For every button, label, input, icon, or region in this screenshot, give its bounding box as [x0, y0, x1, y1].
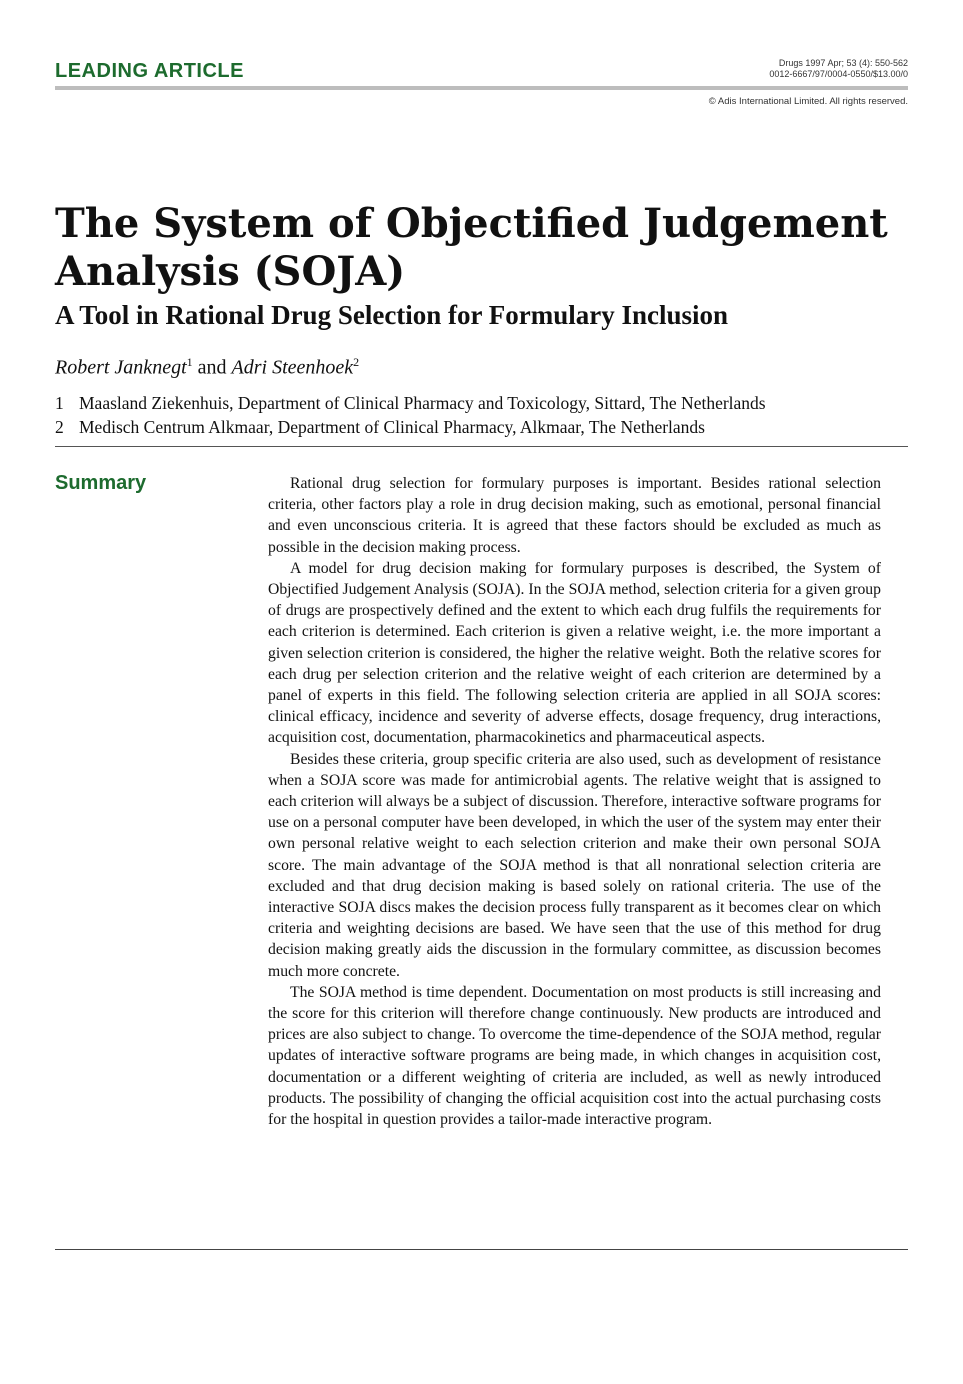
author-affiliation-marker: 2	[353, 355, 360, 369]
article-subtitle: A Tool in Rational Drug Selection for Formulary Inclusion	[55, 300, 729, 330]
summary-paragraph: A model for drug decision making for formulary purposes is described, the System of Objectified Judgement Analysis (SOJA). In the SOJA method, selection criteria for a given group of drugs are prospectively defined and the extent to which each drug fulfils the requirements for each criterion is determined. Each criterion is given a relative weight, i.e. the more important a given selection criterion is considered, the higher the relative weight. Both the relative scores for each drug per selection criterion and the relative weight of each criterion are determined by a panel of experts in this field. The following selection criteria are applied in all SOJA scores: clinical efficacy, incidence and severity of adverse effects, dosage frequency, drug interactions, acquisition cost, documentation, pharmacokinetics and pharmaceutical aspects.	[268, 559, 881, 747]
publication-info	[769, 58, 908, 80]
article-title: The System of Objectified Judgement Analysis (SOJA)	[55, 200, 888, 295]
section-divider	[55, 446, 908, 447]
affiliation-text: Maasland Ziekenhuis, Department of Clinical Pharmacy and Toxicology, Sittard, The Netherlands	[79, 393, 766, 413]
section-label: LEADING ARTICLE	[55, 60, 244, 82]
affiliation	[55, 393, 766, 414]
summary-paragraph: The SOJA method is time dependent. Documentation on most products is still increasing and the score for this criterion will therefore change continuously. New products are introduced and prices are also subject to change. To overcome the time-dependence of the SOJA method, regular updates of interactive software programs are being made, in which changes in acquisition cost, documentation or a different weighting of criteria are included, as well as newly introduced products. The possibility of changing the official acquisition cost into the actual purchasing costs for the hospital in question provides a tailor-made interactive program.	[268, 983, 881, 1129]
affiliation-text: Medisch Centrum Alkmaar, Department of Clinical Pharmacy, Alkmaar, The Netherlands	[79, 417, 705, 437]
header-divider	[55, 86, 908, 90]
summary-heading: Summary	[55, 472, 147, 494]
author-name: Adri Steenhoek	[231, 356, 354, 379]
affiliation-number: 1	[55, 393, 64, 413]
author-affiliation-marker: 1	[186, 355, 193, 369]
journal-code: 0012-6667/97/0004-0550/$13.00/0	[769, 69, 908, 79]
summary-paragraph: Besides these criteria, group specific criteria are also used, such as development of resistance when a SOJA score was made for antimicrobial agents. The relative weight that is assigned to each criterion will always be a subject of discussion. Therefore, interactive software programs for use on a personal computer have been developed, in which the user of the system may enter their own personal relative weight to each selection criterion and make their own personal SOJA score. The main advantage of the SOJA method is that all nonrational selection criteria are excluded and that drug decision making is based solely on rational criteria. The use of the interactive SOJA discs makes the decision process fully transparent as it becomes clear on which criteria and weighting decisions are based. We have seen that the use of this method for drug decision making greatly aids the discussion in the formulary committee, as discussion becomes much more concrete.	[268, 750, 881, 980]
author-name: Robert Janknegt	[55, 356, 187, 379]
author-connector: and	[197, 356, 227, 379]
author-line	[55, 355, 359, 380]
affiliation-number: 2	[55, 417, 64, 437]
summary-paragraph: Rational drug selection for formulary purposes is important. Besides rational selection criteria, other factors play a role in drug decision making, such as emotional, personal financial and even unconscious criteria. It is agreed that these factors should be excluded as much as possible in the decision making process.	[268, 475, 881, 556]
copyright-notice: © Adis International Limited. All rights reserved.	[708, 96, 908, 107]
journal-citation: Drugs 1997 Apr; 53 (4): 550-562	[778, 58, 908, 68]
summary-body	[268, 473, 881, 1130]
affiliation	[55, 417, 705, 438]
footer-divider	[55, 1249, 908, 1250]
